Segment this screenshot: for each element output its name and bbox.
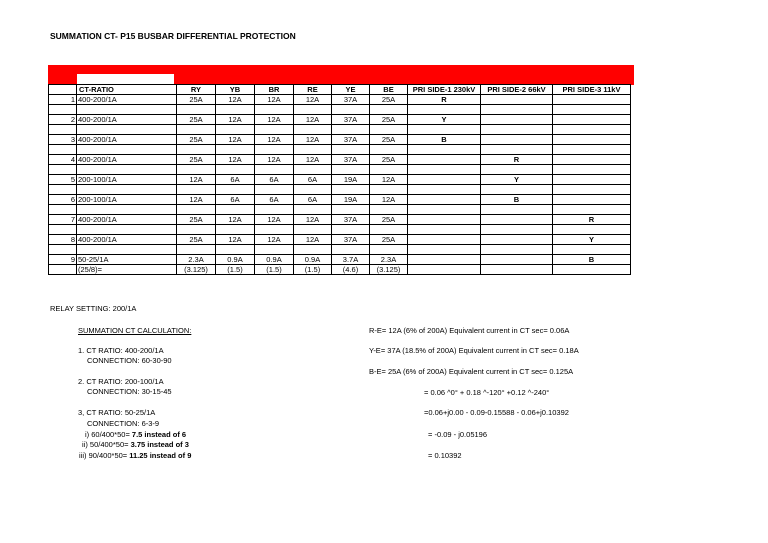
value-yb: 12A: [216, 115, 255, 125]
value-re: 12A: [294, 135, 332, 145]
row-index-blank: [49, 105, 77, 115]
table-subrow: [49, 265, 631, 275]
subvalue-br: (1.5): [255, 265, 294, 275]
table-row: [49, 115, 631, 125]
ct-ratio-subvalue: [77, 145, 177, 155]
subvalue-ye: [332, 145, 370, 155]
subvalue-re: [294, 125, 332, 135]
subvalue-br: [255, 225, 294, 235]
ct-ratio-subvalue: [77, 125, 177, 135]
table-row: [49, 255, 631, 265]
value-yb: 12A: [216, 95, 255, 105]
pri-side-2-blank: [481, 125, 553, 135]
subvalue-ye: [332, 245, 370, 255]
subvalue-re: [294, 145, 332, 155]
pri-side-3-phase: Y: [553, 235, 631, 245]
value-ye: 37A: [332, 95, 370, 105]
value-be: 25A: [370, 235, 408, 245]
pri-side-2-blank: [481, 225, 553, 235]
value-br: 12A: [255, 215, 294, 225]
value-br: 6A: [255, 195, 294, 205]
value-yb: 12A: [216, 215, 255, 225]
pri-side-2-phase: Y: [481, 175, 553, 185]
ct-ratio-rest: -200/1A: [90, 95, 117, 104]
subvalue-re: [294, 185, 332, 195]
subvalue-yb: [216, 125, 255, 135]
subvalue-ry: [177, 205, 216, 215]
value-ye: 3.7A: [332, 255, 370, 265]
pri-side-3-phase: [553, 175, 631, 185]
pri-side-2-blank: [481, 105, 553, 115]
row-index-blank: [49, 145, 77, 155]
pri-side-3-blank: [553, 265, 631, 275]
value-ry: 25A: [177, 215, 216, 225]
pri-side-1-phase: [408, 195, 481, 205]
pri-side-1-blank: [408, 205, 481, 215]
subvalue-ry: [177, 165, 216, 175]
row-index-blank: [49, 165, 77, 175]
subvalue-ye: [332, 205, 370, 215]
value-re: 12A: [294, 95, 332, 105]
subvalue-yb: (1.5): [216, 265, 255, 275]
value-ye: 37A: [332, 115, 370, 125]
value-br: 12A: [255, 95, 294, 105]
col-header-pri-side-3: PRI SIDE-3 11kV: [553, 85, 631, 95]
row-index: 3: [49, 135, 77, 145]
calc-item-3-iii-result: 11.25 instead of 9: [129, 451, 192, 460]
value-re: 0.9A: [294, 255, 332, 265]
calc-heading: SUMMATION CT CALCULATION:: [78, 326, 192, 335]
pri-side-2-phase: [481, 255, 553, 265]
ct-ratio-rest: 400-200/1A: [78, 115, 117, 124]
pri-side-2-phase: B: [481, 195, 553, 205]
row-index: 7: [49, 215, 77, 225]
calc-item-3-ii-expr: ii) 50/400*50=: [82, 440, 131, 449]
pri-side-2-blank: [481, 165, 553, 175]
calc-item-3-i-result: 7.5 instead of 6: [131, 430, 187, 439]
be-equivalent-text: B-E= 25A (6% of 200A) Equivalent current in CT sec= 0.125A: [369, 367, 574, 376]
col-header-ye: YE: [332, 85, 370, 95]
value-re: 12A: [294, 235, 332, 245]
table-row: [49, 135, 631, 145]
value-re: 6A: [294, 175, 332, 185]
ct-ratio-rest: 400-200/1A: [78, 235, 117, 244]
value-ye: 37A: [332, 235, 370, 245]
pri-side-1-blank: [408, 145, 481, 155]
calc-item-3-title: 3, CT RATIO: 50-25/1A: [78, 408, 156, 417]
ct-ratio-subvalue: (25/8)=: [77, 265, 177, 275]
table-subrow: [49, 185, 631, 195]
pri-side-3-phase: [553, 155, 631, 165]
value-be: 25A: [370, 95, 408, 105]
subvalue-br: [255, 245, 294, 255]
pri-side-3-phase: [553, 135, 631, 145]
calc-item-2-title: 2. CT RATIO: 200-100/1A: [78, 377, 164, 386]
pri-side-1-blank: [408, 165, 481, 175]
index-header: [49, 85, 77, 95]
value-br: 12A: [255, 115, 294, 125]
pri-side-2-blank: [481, 265, 553, 275]
subvalue-yb: [216, 225, 255, 235]
ct-ratio-cell: [77, 175, 177, 185]
value-ry: 25A: [177, 95, 216, 105]
calc-item-3-ii-result: 3.75 instead of 3: [130, 440, 189, 449]
ye-equivalent-text: Y-E= 37A (18.5% of 200A) Equivalent current in CT sec= 0.18A: [369, 346, 579, 355]
subvalue-be: [370, 225, 408, 235]
subvalue-ye: (4.6): [332, 265, 370, 275]
value-yb: 12A: [216, 235, 255, 245]
phasor-equation-1: = 0.06 ^0° + 0.18 ^-120° +0.12 ^-240°: [424, 388, 550, 397]
value-ry: 2.3A: [177, 255, 216, 265]
subvalue-ye: [332, 165, 370, 175]
subvalue-be: [370, 165, 408, 175]
row-index: 1: [49, 95, 77, 105]
pri-side-3-phase: [553, 95, 631, 105]
table-subrow: [49, 245, 631, 255]
document-title: SUMMATION CT- P15 BUSBAR DIFFERENTIAL PROTECTION: [50, 31, 296, 41]
value-yb: 0.9A: [216, 255, 255, 265]
ct-ratio-rest: 200-100/1A: [78, 195, 117, 204]
subvalue-re: [294, 245, 332, 255]
value-re: 12A: [294, 155, 332, 165]
pri-side-3-blank: [553, 145, 631, 155]
subvalue-yb: [216, 205, 255, 215]
pri-side-3-phase: [553, 115, 631, 125]
table-header-band: [48, 65, 634, 85]
value-be: 2.3A: [370, 255, 408, 265]
col-header-re: RE: [294, 85, 332, 95]
ct-ratio-subvalue: [77, 105, 177, 115]
ct-ratio-subvalue: [77, 205, 177, 215]
table-row: [49, 215, 631, 225]
calc-item-3-iii: [79, 451, 191, 460]
calc-item-2-connection: CONNECTION: 30-15-45: [87, 387, 172, 396]
col-header-ct-ratio: CT-RATIO: [77, 85, 177, 95]
pri-side-2-phase: [481, 135, 553, 145]
ct-ratio-cell: [77, 155, 177, 165]
re-equivalent-text: R-E= 12A (6% of 200A) Equivalent current in CT sec= 0.06A: [369, 326, 570, 335]
subvalue-be: [370, 245, 408, 255]
subvalue-yb: [216, 105, 255, 115]
subvalue-yb: [216, 145, 255, 155]
subvalue-br: [255, 125, 294, 135]
ct-ratio-rest: 400-200/1A: [78, 155, 117, 164]
col-header-ry: RY: [177, 85, 216, 95]
calc-item-3-connection: CONNECTION: 6-3-9: [87, 419, 160, 428]
row-index-blank: [49, 245, 77, 255]
ct-ratio-cell: [77, 255, 177, 265]
subvalue-ry: [177, 145, 216, 155]
subvalue-br: [255, 205, 294, 215]
subvalue-be: [370, 105, 408, 115]
subvalue-be: [370, 205, 408, 215]
value-br: 12A: [255, 155, 294, 165]
value-be: 12A: [370, 195, 408, 205]
subvalue-yb: [216, 165, 255, 175]
value-re: 12A: [294, 215, 332, 225]
pri-side-3-blank: [553, 165, 631, 175]
table-subrow: [49, 225, 631, 235]
value-ye: 37A: [332, 135, 370, 145]
row-index: 5: [49, 175, 77, 185]
calc-item-3-iii-expr: iii) 90/400*50=: [79, 451, 130, 460]
value-be: 25A: [370, 115, 408, 125]
row-index-blank: [49, 185, 77, 195]
pri-side-1-blank: [408, 225, 481, 235]
pri-side-3-blank: [553, 205, 631, 215]
calc-item-1-title: 1. CT RATIO: 400-200/1A: [78, 346, 164, 355]
table-subrow: [49, 125, 631, 135]
table-row: [49, 175, 631, 185]
row-index: 9: [49, 255, 77, 265]
ct-ratio-cell: [77, 235, 177, 245]
subvalue-yb: [216, 185, 255, 195]
value-ry: 25A: [177, 135, 216, 145]
pri-side-2-phase: R: [481, 155, 553, 165]
row-index-blank: [49, 125, 77, 135]
table-header-row: [49, 85, 631, 95]
col-header-yb: YB: [216, 85, 255, 95]
pri-side-2-phase: [481, 215, 553, 225]
pri-side-3-phase: [553, 195, 631, 205]
pri-side-1-phase: [408, 255, 481, 265]
subvalue-ye: [332, 225, 370, 235]
subvalue-ye: [332, 185, 370, 195]
pri-side-3-blank: [553, 225, 631, 235]
col-header-br: BR: [255, 85, 294, 95]
ct-ratio-cell: [77, 195, 177, 205]
table-row: [49, 95, 631, 105]
phasor-equation-2: =0.06+j0.00 - 0.09-0.15588 - 0.06+j0.10392: [424, 408, 569, 417]
subvalue-br: [255, 165, 294, 175]
calc-item-3-i: [85, 430, 186, 439]
value-ye: 19A: [332, 175, 370, 185]
ct-ratio-rest: 400-200/1A: [78, 135, 117, 144]
ct-ratio-primary: 400: [78, 95, 91, 104]
ct-ratio-cell: [77, 115, 177, 125]
ct-ratio-table: [48, 84, 631, 275]
pri-side-3-blank: [553, 125, 631, 135]
row-index: 8: [49, 235, 77, 245]
value-ry: 25A: [177, 235, 216, 245]
calc-item-1-connection: CONNECTION: 60-30-90: [87, 356, 172, 365]
pri-side-2-phase: [481, 235, 553, 245]
pri-side-3-blank: [553, 185, 631, 195]
col-header-be: BE: [370, 85, 408, 95]
table-subrow: [49, 105, 631, 115]
pri-side-1-phase: [408, 215, 481, 225]
subvalue-ry: (3.125): [177, 265, 216, 275]
pri-side-2-phase: [481, 115, 553, 125]
ct-ratio-primary: 50: [78, 255, 87, 264]
subvalue-ry: [177, 105, 216, 115]
subvalue-re: [294, 225, 332, 235]
value-br: 12A: [255, 235, 294, 245]
row-index-blank: [49, 265, 77, 275]
pri-side-2-blank: [481, 185, 553, 195]
pri-side-3-blank: [553, 245, 631, 255]
ct-ratio-rest: -100/1A: [90, 175, 117, 184]
pri-side-1-blank: [408, 265, 481, 275]
phasor-equation-3: = -0.09 - j0.05196: [428, 430, 488, 439]
value-re: 12A: [294, 115, 332, 125]
subvalue-br: [255, 185, 294, 195]
value-yb: 12A: [216, 155, 255, 165]
ct-ratio-subvalue: [77, 245, 177, 255]
col-header-pri-side-1: PRI SIDE-1 230kV: [408, 85, 481, 95]
pri-side-2-blank: [481, 245, 553, 255]
phasor-equation-4: = 0.10392: [428, 451, 462, 460]
ct-ratio-subvalue: [77, 185, 177, 195]
subvalue-ry: [177, 185, 216, 195]
pri-side-2-blank: [481, 205, 553, 215]
row-index: 2: [49, 115, 77, 125]
relay-setting: RELAY SETTING: 200/1A: [50, 304, 137, 313]
pri-side-1-blank: [408, 105, 481, 115]
subvalue-be: [370, 185, 408, 195]
subvalue-ry: [177, 225, 216, 235]
subvalue-yb: [216, 245, 255, 255]
value-yb: 6A: [216, 195, 255, 205]
pri-side-2-phase: [481, 95, 553, 105]
subvalue-ye: [332, 105, 370, 115]
ct-ratio-subvalue: [77, 225, 177, 235]
ct-ratio-primary: 200: [78, 175, 91, 184]
pri-side-3-phase: R: [553, 215, 631, 225]
subvalue-br: [255, 105, 294, 115]
table-row: [49, 195, 631, 205]
value-ye: 19A: [332, 195, 370, 205]
row-index-blank: [49, 225, 77, 235]
value-br: 0.9A: [255, 255, 294, 265]
value-re: 6A: [294, 195, 332, 205]
table-row: [49, 155, 631, 165]
value-yb: 6A: [216, 175, 255, 185]
table-subrow: [49, 145, 631, 155]
pri-side-1-phase: B: [408, 135, 481, 145]
pri-side-2-blank: [481, 145, 553, 155]
ct-ratio-cell: [77, 95, 177, 105]
ct-ratio-subvalue: [77, 165, 177, 175]
pri-side-1-blank: [408, 245, 481, 255]
calc-item-3-ii: [82, 440, 189, 449]
value-ry: 12A: [177, 195, 216, 205]
value-ye: 37A: [332, 155, 370, 165]
value-ye: 37A: [332, 215, 370, 225]
subvalue-be: (3.125): [370, 265, 408, 275]
calc-item-3-i-expr: i) 60/400*50=: [85, 430, 132, 439]
value-ry: 25A: [177, 155, 216, 165]
value-br: 12A: [255, 135, 294, 145]
pri-side-1-phase: [408, 175, 481, 185]
col-header-pri-side-2: PRI SIDE-2 66kV: [481, 85, 553, 95]
subvalue-be: [370, 145, 408, 155]
ct-ratio-rest: 400-200/1A: [78, 215, 117, 224]
subvalue-ry: [177, 125, 216, 135]
pri-side-1-phase: R: [408, 95, 481, 105]
pri-side-1-phase: [408, 155, 481, 165]
ct-ratio-cell: [77, 135, 177, 145]
table-row: [49, 235, 631, 245]
pri-side-3-phase: B: [553, 255, 631, 265]
table-subrow: [49, 165, 631, 175]
row-index-blank: [49, 205, 77, 215]
row-index: 4: [49, 155, 77, 165]
pri-side-1-blank: [408, 125, 481, 135]
table-subrow: [49, 205, 631, 215]
value-br: 6A: [255, 175, 294, 185]
value-be: 25A: [370, 155, 408, 165]
value-be: 25A: [370, 135, 408, 145]
value-yb: 12A: [216, 135, 255, 145]
ct-ratio-cell: [77, 215, 177, 225]
subvalue-ye: [332, 125, 370, 135]
pri-side-1-phase: Y: [408, 115, 481, 125]
subvalue-re: [294, 105, 332, 115]
value-be: 25A: [370, 215, 408, 225]
pri-side-3-blank: [553, 105, 631, 115]
pri-side-1-blank: [408, 185, 481, 195]
subvalue-be: [370, 125, 408, 135]
value-ry: 12A: [177, 175, 216, 185]
pri-side-1-phase: [408, 235, 481, 245]
subvalue-re: (1.5): [294, 265, 332, 275]
ct-ratio-rest: -25/1A: [86, 255, 109, 264]
value-be: 12A: [370, 175, 408, 185]
subvalue-ry: [177, 245, 216, 255]
row-index: 6: [49, 195, 77, 205]
value-ry: 25A: [177, 115, 216, 125]
subvalue-br: [255, 145, 294, 155]
subvalue-re: [294, 165, 332, 175]
subvalue-re: [294, 205, 332, 215]
